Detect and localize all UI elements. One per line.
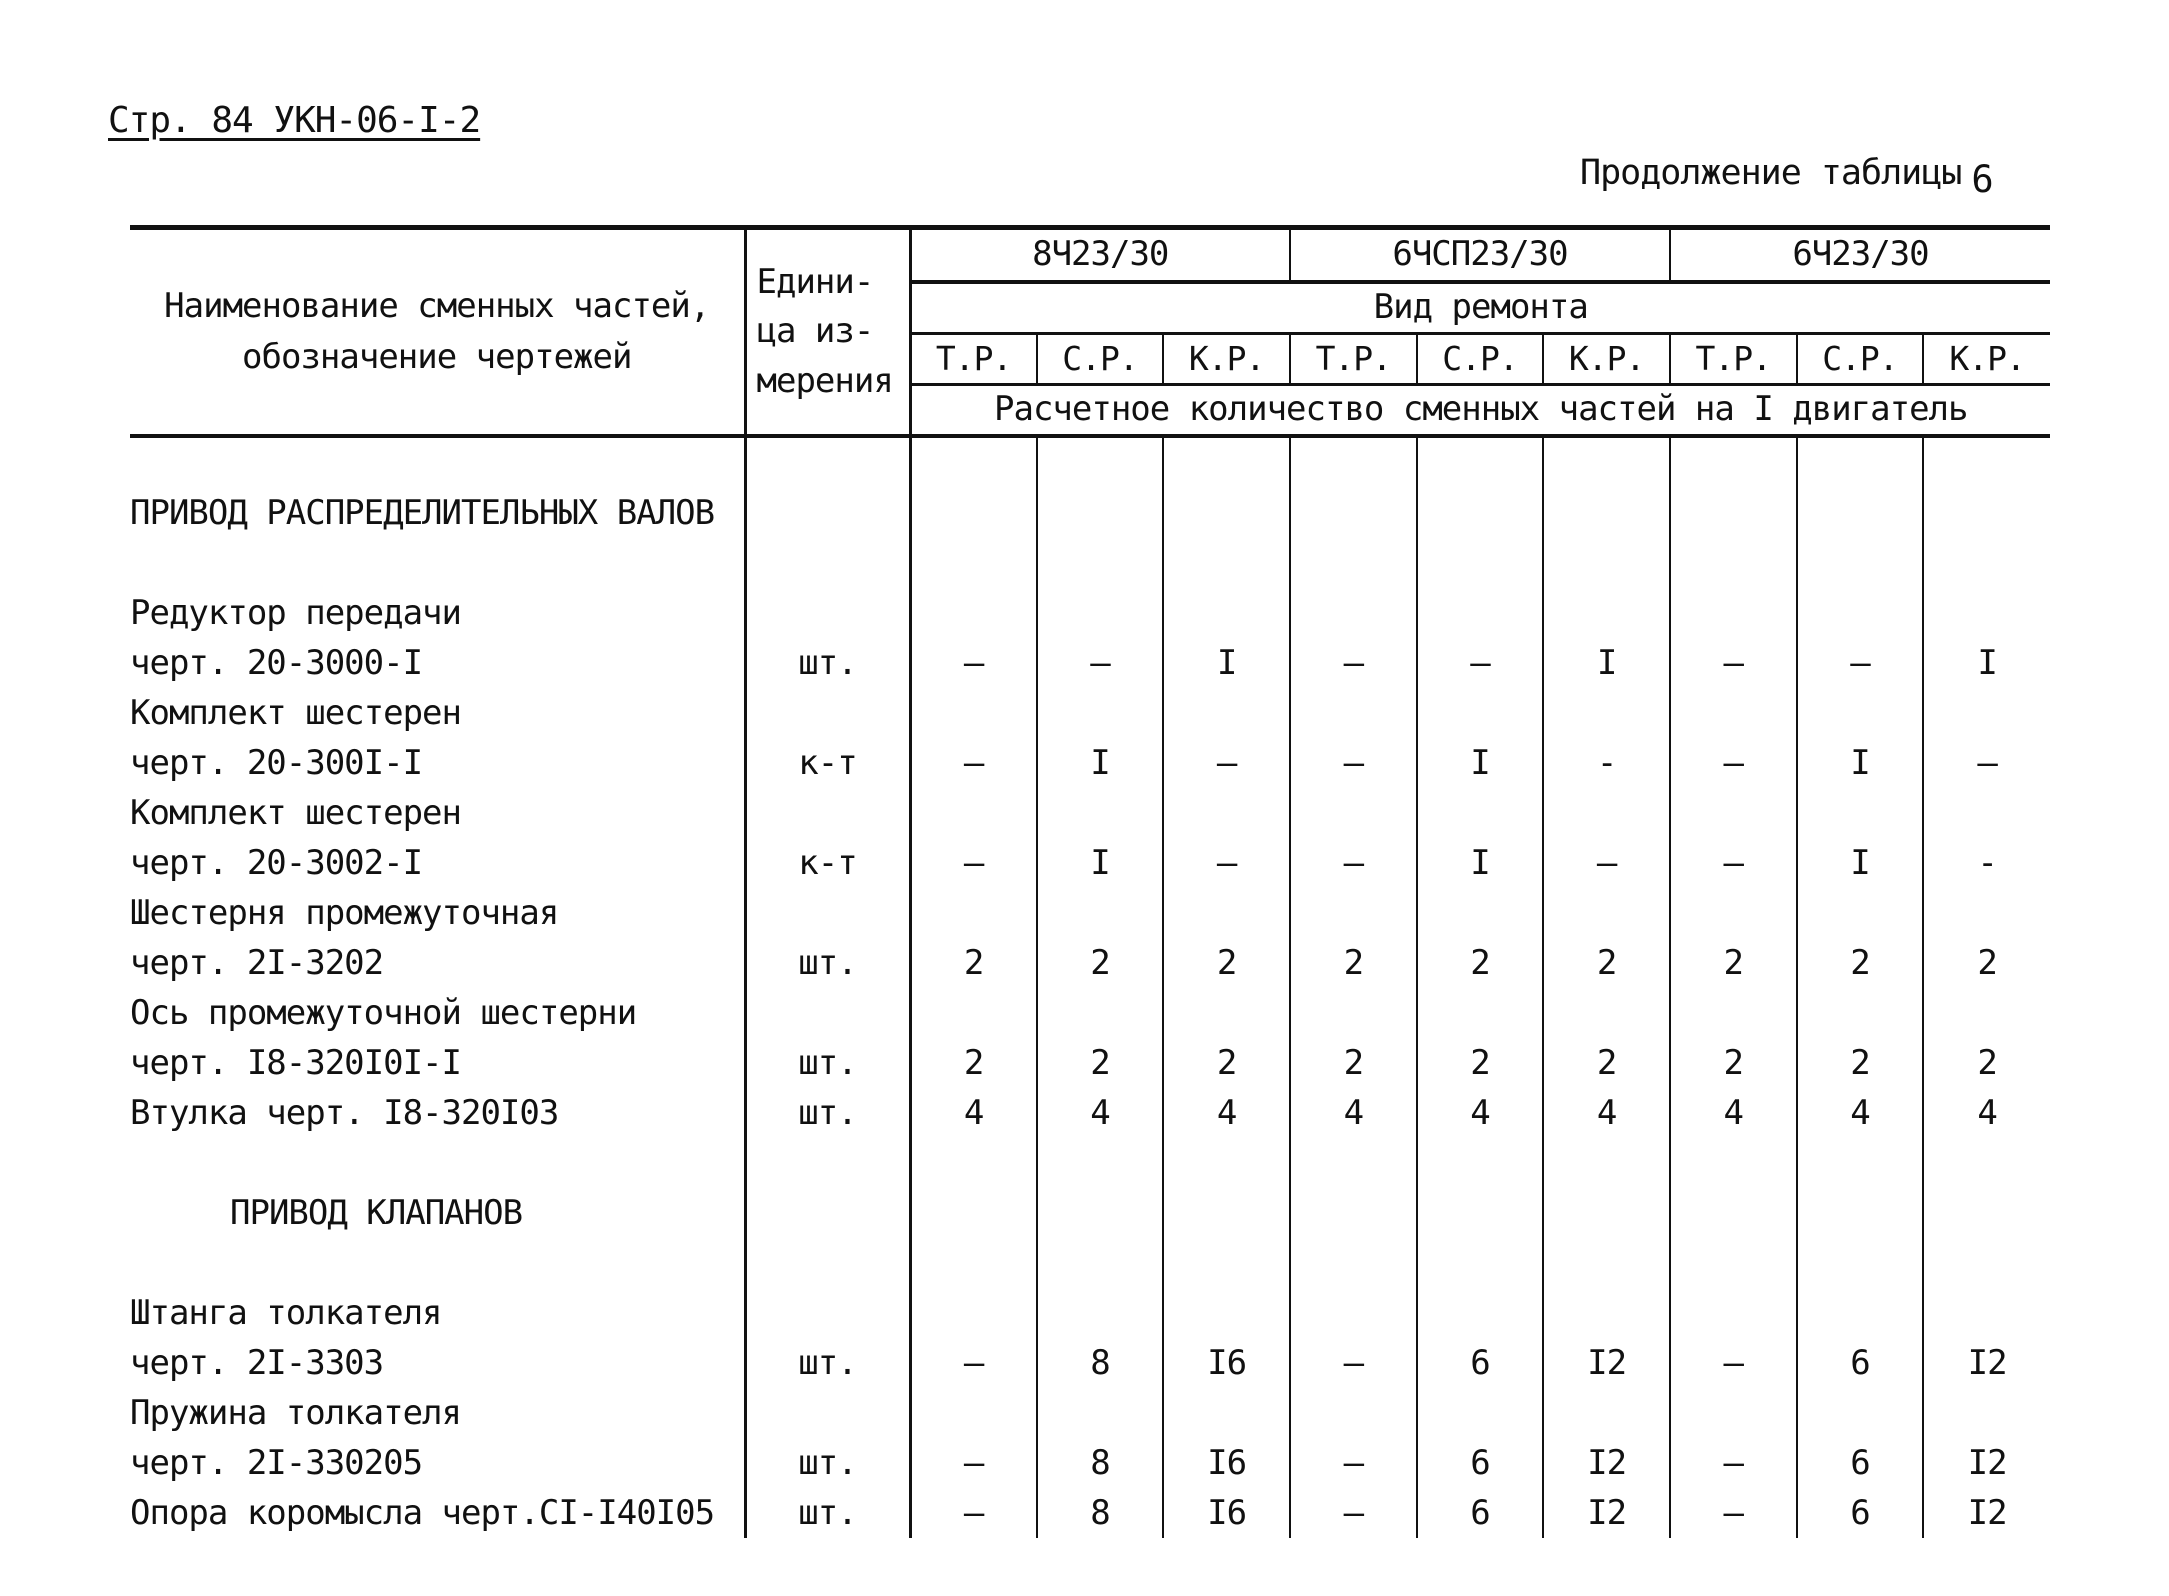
value-cell: 2 — [1163, 1038, 1290, 1088]
value-cell — [1290, 488, 1417, 538]
value-cell — [1290, 1388, 1417, 1438]
value-cell — [910, 1188, 1037, 1238]
value-cell: – — [1670, 1338, 1797, 1388]
table-row — [130, 788, 2050, 838]
spacer-cell — [130, 436, 745, 488]
value-cell: 2 — [1290, 1038, 1417, 1088]
value-cell — [1290, 538, 1417, 588]
value-cell — [1670, 1388, 1797, 1438]
value-cell: – — [910, 1438, 1037, 1488]
value-cell: 4 — [910, 1088, 1037, 1138]
value-cell: 6 — [1797, 1438, 1924, 1488]
value-cell: I — [1163, 638, 1290, 688]
value-cell — [1543, 1188, 1670, 1238]
unit-cell — [745, 1288, 910, 1338]
table-row — [130, 1438, 2050, 1488]
value-cell: 2 — [1670, 1038, 1797, 1088]
part-name: Ось промежуточной шестерни — [130, 988, 745, 1038]
value-cell: – — [1797, 638, 1924, 688]
value-cell — [1163, 488, 1290, 538]
value-cell — [1543, 436, 1670, 488]
value-cell — [1417, 1138, 1544, 1188]
value-cell: I6 — [1163, 1438, 1290, 1488]
value-cell: I6 — [1163, 1338, 1290, 1388]
value-cell: – — [910, 1338, 1037, 1388]
value-cell: 6 — [1797, 1488, 1924, 1538]
value-cell — [1037, 436, 1164, 488]
unit-cell: к-т — [745, 738, 910, 788]
spacer-row — [130, 436, 2050, 488]
value-cell: I2 — [1543, 1438, 1670, 1488]
value-cell: – — [1290, 838, 1417, 888]
value-cell: 6 — [1417, 1438, 1544, 1488]
value-cell — [1290, 688, 1417, 738]
unit-cell — [745, 1188, 910, 1238]
unit-cell — [745, 488, 910, 538]
value-cell: 8 — [1037, 1438, 1164, 1488]
value-cell — [1670, 488, 1797, 538]
spare-parts-table — [130, 225, 2050, 1538]
part-drawing: черт. 20-300I-I — [130, 738, 745, 788]
value-cell — [1163, 588, 1290, 638]
value-cell — [1163, 1288, 1290, 1338]
value-cell: I2 — [1967, 1443, 2007, 1483]
value-cell — [1923, 1138, 2050, 1188]
table-row — [130, 1488, 2050, 1538]
value-cell — [910, 538, 1037, 588]
repair-subheader: К.Р. — [1543, 334, 1670, 385]
value-cell — [1797, 788, 1924, 838]
part-name: Комплект шестерен — [130, 788, 745, 838]
value-cell — [1163, 1188, 1290, 1238]
value-cell: I2 — [1543, 1488, 1670, 1538]
engine-header: 6Ч23/30 — [1670, 228, 2050, 283]
value-cell — [1543, 1138, 1670, 1188]
value-cell: I — [1037, 738, 1164, 788]
table-row — [130, 638, 2050, 688]
value-cell — [1923, 988, 2050, 1038]
value-cell — [1797, 1238, 1924, 1288]
value-cell: – — [1290, 1338, 1417, 1388]
value-cell — [1670, 436, 1797, 488]
value-cell — [1543, 488, 1670, 538]
value-cell: – — [1670, 1488, 1797, 1538]
value-cell: - — [1543, 738, 1670, 788]
value-cell: – — [1543, 838, 1670, 888]
value-cell: I2 — [1967, 1343, 2007, 1383]
unit-cell: шт. — [745, 1338, 910, 1388]
unit-cell — [745, 988, 910, 1038]
value-cell — [1543, 788, 1670, 838]
value-cell: 4 — [1977, 1093, 1997, 1133]
value-cell — [910, 588, 1037, 638]
unit-cell: шт. — [745, 1038, 910, 1088]
value-cell — [1923, 488, 2050, 538]
table-row — [130, 1288, 2050, 1338]
value-cell — [1163, 538, 1290, 588]
value-cell — [1923, 788, 2050, 838]
value-cell: 8 — [1037, 1488, 1164, 1538]
spacer-cell — [745, 1138, 910, 1188]
table-row — [130, 588, 2050, 638]
part-drawing: черт. 2I-3303 — [130, 1338, 745, 1388]
part-drawing: черт. 2I-330205 — [130, 1438, 745, 1488]
value-cell — [1163, 1238, 1290, 1288]
value-cell — [1163, 688, 1290, 738]
value-cell — [1923, 1288, 2050, 1338]
value-cell: 4 — [1417, 1088, 1544, 1138]
table-row — [130, 738, 2050, 788]
value-cell: 4 — [1797, 1088, 1924, 1138]
value-cell — [1417, 1288, 1544, 1338]
value-cell: 2 — [1797, 938, 1924, 988]
value-cell — [1670, 1288, 1797, 1338]
value-cell — [910, 688, 1037, 738]
value-cell: I — [1417, 738, 1544, 788]
value-cell: 2 — [1037, 1038, 1164, 1088]
value-cell — [1670, 888, 1797, 938]
value-cell — [1163, 988, 1290, 1038]
continuation-text: Продолжение таблицы — [1580, 153, 1962, 193]
engine-header: 6ЧСП23/30 — [1290, 228, 1670, 283]
value-cell: I — [1977, 643, 1997, 683]
value-cell — [910, 436, 1037, 488]
value-cell — [1797, 688, 1924, 738]
part-drawing: Опора коромысла черт.CI-I40I05 — [130, 1488, 745, 1538]
value-cell — [1670, 688, 1797, 738]
value-cell — [1543, 1288, 1670, 1338]
value-cell — [1417, 538, 1544, 588]
value-cell — [1417, 1238, 1544, 1288]
value-cell — [1797, 1188, 1924, 1238]
value-cell: I6 — [1163, 1488, 1290, 1538]
value-cell — [1290, 1238, 1417, 1288]
table-row — [130, 1088, 2050, 1138]
value-cell: 4 — [1163, 1088, 1290, 1138]
spacer-cell — [745, 538, 910, 588]
value-cell: 2 — [1543, 1038, 1670, 1088]
page-reference: Стр. 84 УКН-06-I-2 — [108, 100, 481, 141]
value-cell — [1163, 1388, 1290, 1438]
value-cell: – — [1670, 738, 1797, 788]
value-cell — [1923, 588, 2050, 638]
value-cell — [1417, 588, 1544, 638]
part-name: Комплект шестерен — [130, 688, 745, 738]
value-cell — [1417, 488, 1544, 538]
value-cell: 4 — [1290, 1088, 1417, 1138]
spacer-cell — [745, 436, 910, 488]
table-row — [130, 938, 2050, 988]
value-cell — [910, 1238, 1037, 1288]
value-cell — [1923, 888, 2050, 938]
value-cell: 2 — [1543, 938, 1670, 988]
value-cell — [1543, 1238, 1670, 1288]
value-cell — [1417, 1388, 1544, 1438]
table-row — [130, 888, 2050, 938]
value-cell — [1290, 788, 1417, 838]
repair-type-header: Вид ремонта — [910, 282, 2050, 334]
value-cell: 2 — [1670, 938, 1797, 988]
value-cell: – — [1670, 1438, 1797, 1488]
value-cell — [1670, 588, 1797, 638]
value-cell — [910, 488, 1037, 538]
repair-subheader: Т.Р. — [910, 334, 1037, 385]
spacer-cell — [130, 538, 745, 588]
section-title: ПРИВОД РАСПРЕДЕЛИТЕЛЬНЫХ ВАЛОВ — [130, 488, 745, 538]
table-row — [130, 1338, 2050, 1388]
part-name: Редуктор передачи — [130, 588, 745, 638]
part-name: Штанга толкателя — [130, 1288, 745, 1338]
value-cell — [1037, 1238, 1164, 1288]
value-cell: – — [910, 838, 1037, 888]
repair-subheader: С.Р. — [1797, 334, 1924, 385]
repair-subheader: К.Р. — [1923, 334, 2050, 385]
section-title-row — [130, 488, 2050, 538]
repair-subheader: С.Р. — [1417, 334, 1544, 385]
part-drawing: черт. 20-3000-I — [130, 638, 745, 688]
value-cell — [910, 988, 1037, 1038]
value-cell — [1290, 1138, 1417, 1188]
value-cell: 2 — [1417, 1038, 1544, 1088]
value-cell: 4 — [1037, 1088, 1164, 1138]
value-cell: – — [1290, 1438, 1417, 1488]
unit-cell — [745, 688, 910, 738]
table-number: 6 — [1971, 158, 1993, 201]
unit-cell: шт. — [745, 1088, 910, 1138]
unit-cell: шт. — [745, 1438, 910, 1488]
value-cell — [1037, 988, 1164, 1038]
value-cell — [1797, 488, 1924, 538]
table-row — [130, 838, 2050, 888]
unit-cell — [745, 888, 910, 938]
table-row — [130, 988, 2050, 1038]
part-drawing: Втулка черт. I8-320I03 — [130, 1088, 745, 1138]
value-cell — [1797, 436, 1924, 488]
value-cell: – — [1670, 638, 1797, 688]
value-cell — [1290, 888, 1417, 938]
value-cell: 2 — [1417, 938, 1544, 988]
value-cell — [1037, 1388, 1164, 1438]
value-cell: 2 — [1037, 938, 1164, 988]
value-cell: – — [1290, 638, 1417, 688]
unit-cell — [745, 588, 910, 638]
repair-subheader: Т.Р. — [1670, 334, 1797, 385]
value-cell: 6 — [1797, 1338, 1924, 1388]
section-title-row — [130, 1188, 2050, 1238]
value-cell — [1670, 1238, 1797, 1288]
part-name: Пружина толкателя — [130, 1388, 745, 1438]
value-cell: 2 — [910, 938, 1037, 988]
value-cell — [1543, 1388, 1670, 1438]
unit-cell: шт. — [745, 638, 910, 688]
value-cell — [910, 1388, 1037, 1438]
value-cell: I2 — [1967, 1493, 2007, 1533]
value-cell — [1417, 688, 1544, 738]
value-cell: I — [1543, 638, 1670, 688]
value-cell — [1923, 538, 2050, 588]
value-cell — [1797, 538, 1924, 588]
value-cell: I2 — [1543, 1338, 1670, 1388]
value-cell — [1417, 1188, 1544, 1238]
value-cell — [1417, 888, 1544, 938]
value-cell: I — [1797, 738, 1924, 788]
value-cell: 8 — [1037, 1338, 1164, 1388]
part-drawing: черт. I8-320I0I-I — [130, 1038, 745, 1088]
value-cell — [910, 1138, 1037, 1188]
value-cell — [1797, 1288, 1924, 1338]
value-cell — [1290, 1288, 1417, 1338]
value-cell — [1290, 1188, 1417, 1238]
unit-cell: шт. — [745, 938, 910, 988]
calculation-header: Расчетное количество сменных частей на I двигатель — [910, 385, 2050, 437]
table-row — [130, 688, 2050, 738]
section-title: ПРИВОД КЛАПАНОВ — [130, 1188, 745, 1238]
value-cell: I — [1797, 838, 1924, 888]
column-header-name: Наименование сменных частей, обозначение чертежей — [130, 228, 745, 437]
value-cell — [910, 1288, 1037, 1338]
spacer-cell — [745, 1238, 910, 1288]
table-row — [130, 1038, 2050, 1088]
value-cell — [1037, 538, 1164, 588]
value-cell — [1037, 588, 1164, 638]
value-cell — [1923, 1188, 2050, 1238]
value-cell — [1290, 436, 1417, 488]
spacer-row — [130, 538, 2050, 588]
unit-cell: шт. — [745, 1488, 910, 1538]
value-cell — [1797, 588, 1924, 638]
value-cell — [1417, 788, 1544, 838]
value-cell — [910, 788, 1037, 838]
value-cell: 2 — [1797, 1038, 1924, 1088]
repair-subheader: Т.Р. — [1290, 334, 1417, 385]
value-cell: 6 — [1417, 1488, 1544, 1538]
value-cell: 2 — [1977, 943, 1997, 983]
value-cell — [910, 888, 1037, 938]
repair-subheader: К.Р. — [1163, 334, 1290, 385]
spacer-cell — [130, 1138, 745, 1188]
value-cell — [1543, 688, 1670, 738]
value-cell — [1797, 1138, 1924, 1188]
value-cell: – — [1163, 838, 1290, 888]
unit-cell — [745, 1388, 910, 1438]
value-cell: 2 — [1977, 1043, 1997, 1083]
value-cell: – — [1163, 738, 1290, 788]
spacer-cell — [130, 1238, 745, 1288]
value-cell — [1037, 788, 1164, 838]
value-cell — [1037, 688, 1164, 738]
value-cell — [1670, 988, 1797, 1038]
value-cell — [1290, 588, 1417, 638]
value-cell — [1797, 888, 1924, 938]
value-cell: – — [910, 738, 1037, 788]
spacer-row — [130, 1138, 2050, 1188]
value-cell — [1163, 888, 1290, 938]
value-cell — [1037, 488, 1164, 538]
value-cell: – — [1670, 838, 1797, 888]
column-header-unit: Едини- ца из- мерения — [745, 228, 910, 437]
value-cell: - — [1977, 843, 1997, 883]
part-drawing: черт. 20-3002-I — [130, 838, 745, 888]
value-cell — [1670, 1138, 1797, 1188]
value-cell: 2 — [1290, 938, 1417, 988]
value-cell — [1670, 538, 1797, 588]
value-cell: – — [1290, 738, 1417, 788]
value-cell — [1163, 788, 1290, 838]
value-cell — [1923, 1238, 2050, 1288]
value-cell — [1417, 436, 1544, 488]
value-cell: – — [1977, 743, 1997, 783]
value-cell — [1417, 988, 1544, 1038]
value-cell: – — [1290, 1488, 1417, 1538]
value-cell: – — [910, 1488, 1037, 1538]
value-cell: 6 — [1417, 1338, 1544, 1388]
spacer-row — [130, 1238, 2050, 1288]
value-cell — [1543, 888, 1670, 938]
table-continuation-label — [1580, 150, 1993, 201]
value-cell — [1923, 688, 2050, 738]
value-cell — [1037, 888, 1164, 938]
value-cell — [1670, 788, 1797, 838]
value-cell — [1797, 988, 1924, 1038]
value-cell — [1037, 1288, 1164, 1338]
value-cell: I — [1417, 838, 1544, 888]
value-cell: – — [1417, 638, 1544, 688]
value-cell: 4 — [1670, 1088, 1797, 1138]
value-cell — [1037, 1138, 1164, 1188]
table-body — [130, 436, 2050, 1538]
value-cell: 2 — [1163, 938, 1290, 988]
value-cell: I — [1037, 838, 1164, 888]
value-cell: 4 — [1543, 1088, 1670, 1138]
repair-subheader: С.Р. — [1037, 334, 1164, 385]
unit-cell — [745, 788, 910, 838]
value-cell — [1923, 1388, 2050, 1438]
engine-header: 8Ч23/30 — [910, 228, 1290, 283]
value-cell — [1670, 1188, 1797, 1238]
value-cell: – — [1037, 638, 1164, 688]
value-cell: – — [910, 638, 1037, 688]
value-cell — [1163, 1138, 1290, 1188]
value-cell — [1797, 1388, 1924, 1438]
value-cell — [1037, 1188, 1164, 1238]
part-name: Шестерня промежуточная — [130, 888, 745, 938]
value-cell — [1543, 538, 1670, 588]
part-drawing: черт. 2I-3202 — [130, 938, 745, 988]
value-cell — [1163, 436, 1290, 488]
unit-cell: к-т — [745, 838, 910, 888]
value-cell — [1923, 436, 2050, 488]
value-cell — [1543, 988, 1670, 1038]
value-cell — [1290, 988, 1417, 1038]
table-row — [130, 1388, 2050, 1438]
value-cell: 2 — [910, 1038, 1037, 1088]
value-cell — [1543, 588, 1670, 638]
